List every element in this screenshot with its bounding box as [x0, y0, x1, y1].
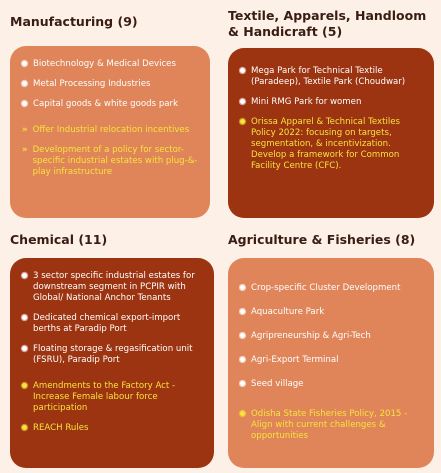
bullet-icon	[22, 101, 27, 106]
bullet-icon	[22, 425, 27, 430]
list-item	[22, 99, 198, 110]
highlight-item	[240, 409, 422, 442]
list-item	[240, 307, 422, 318]
list-item	[240, 66, 422, 88]
textile-card	[228, 48, 434, 218]
bullet-icon	[240, 99, 245, 104]
highlight-item	[240, 117, 422, 172]
item-text: Agripreneurship & Agri-Tech	[251, 331, 371, 341]
highlight-item	[22, 381, 202, 414]
chemical-title: Chemical (11)	[10, 232, 108, 247]
bullet-icon	[240, 285, 245, 290]
highlight-text: Odisha State Fisheries Policy, 2015 - Align with current challenges & opportunities	[251, 409, 408, 441]
item-text: 3 sector specific industrial estates for downstream segment in PCPIR with Global/ National Anchor Tenants	[33, 271, 195, 303]
agriculture-card	[228, 258, 434, 468]
bullet-icon	[22, 315, 27, 320]
bullet-icon	[240, 119, 245, 124]
bullet-icon	[22, 61, 27, 66]
bullet-icon	[240, 381, 245, 386]
item-text: Metal Processing Industries	[33, 79, 151, 89]
item-text: Mini RMG Park for women	[251, 97, 362, 107]
list-item	[240, 283, 422, 294]
bullet-icon	[22, 383, 27, 388]
list-item	[240, 379, 422, 390]
highlight-text: Development of a policy for sector-specific industrial estates with plug-&-play infrastructure	[32, 145, 198, 177]
item-text: Seed village	[251, 379, 304, 389]
item-text: Mega Park for Technical Textile (Paradeep), Textile Park (Choudwar)	[251, 66, 406, 87]
bullet-icon	[240, 68, 245, 73]
highlight-item	[22, 125, 198, 136]
bullet-icon	[22, 346, 27, 351]
list-item	[240, 331, 422, 342]
item-text: Aquaculture Park	[251, 307, 325, 317]
manufacturing-card	[10, 46, 210, 218]
item-text: Crop-specific Cluster Development	[251, 283, 401, 293]
bullet-icon	[22, 81, 27, 86]
item-text: Floating storage & regasification unit (FSRU), Paradip Port	[33, 344, 193, 365]
chevron-right-icon: »	[22, 145, 28, 155]
textile-title	[228, 8, 426, 40]
item-text: Biotechnology & Medical Devices	[33, 59, 176, 69]
highlight-text: REACH Rules	[33, 423, 89, 433]
highlight-item	[22, 145, 198, 178]
highlight-text: Orissa Apparel & Technical Textiles Policy 2022: focusing on targets, segmentation, & incentivization. Develop a framework for Common Facility Centre (CFC).	[251, 117, 400, 171]
highlight-text: Amendments to the Factory Act -Increase Female labour force participation	[33, 381, 176, 413]
list-item	[22, 313, 202, 335]
item-text: Agri-Export Terminal	[251, 355, 339, 365]
list-item	[22, 271, 202, 304]
list-item	[240, 355, 422, 366]
item-text: Dedicated chemical export-import berths at Paradip Port	[33, 313, 181, 334]
list-item	[22, 79, 198, 90]
agriculture-title: Agriculture & Fisheries (8)	[228, 232, 416, 247]
chevron-right-icon: »	[22, 125, 28, 135]
highlight-text: Offer Industrial relocation incentives	[32, 125, 190, 135]
textile-title-line2: & Handicraft (5)	[228, 24, 343, 39]
list-item	[240, 97, 422, 108]
list-item	[22, 59, 198, 70]
list-item	[22, 344, 202, 366]
chemical-card	[10, 258, 214, 468]
highlight-item	[22, 423, 202, 434]
item-text: Capital goods & white goods park	[33, 99, 179, 109]
bullet-icon	[240, 357, 245, 362]
bullet-icon	[240, 309, 245, 314]
bullet-icon	[22, 273, 27, 278]
bullet-icon	[240, 333, 245, 338]
textile-title-line1: Textile, Apparels, Handloom	[228, 8, 427, 23]
bullet-icon	[240, 411, 245, 416]
manufacturing-title: Manufacturing (9)	[10, 14, 138, 29]
